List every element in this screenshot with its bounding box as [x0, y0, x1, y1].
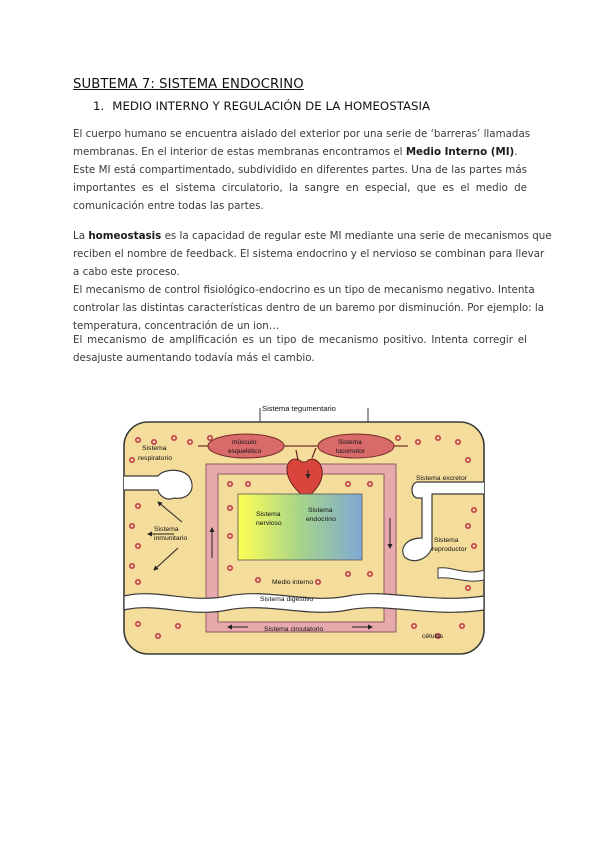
paragraph-4: [73, 281, 545, 335]
label-inmunitario-1: Sistema: [154, 526, 179, 533]
text-line: [73, 227, 552, 245]
text-line: temperatura, concentración de un ion…: [73, 320, 280, 332]
section-title: MEDIO INTERNO Y REGULACIÓN DE LA HOMEOSTASIA: [112, 99, 431, 113]
label-circulatorio: Sistema circulatorio: [264, 626, 324, 633]
text-run: es la capacidad de regular este MI mediante una serie de mecanismos que: [161, 230, 552, 242]
label-respiratorio-1: Sistema: [142, 445, 167, 452]
label-musculo: músculo: [232, 439, 257, 446]
text-line: importantes es el sistema circulatorio, la sangre en especial, que es el medio de: [73, 182, 527, 194]
label-locomotor-1: Sistema: [338, 439, 362, 446]
bold-term-homeostasis: homeostasis: [88, 230, 162, 242]
text-line: El cuerpo humano se encuentra aislado del exterior por una serie de ‘barreras’ llamadas: [73, 128, 531, 140]
homeostasis-diagram: [118, 398, 490, 660]
label-reproductor-2: reproductor: [432, 546, 467, 553]
paragraph-3: [73, 227, 552, 281]
paragraph-2: [73, 161, 527, 215]
text-line: El mecanismo de control fisiológico-endocrino es un tipo de mecanismo negativo. Intenta: [73, 284, 535, 296]
label-inmunitario-2: inmunitario: [154, 535, 188, 542]
text-line: El mecanismo de amplificación es un tipo de mecanismo positivo. Intenta corregir el: [73, 334, 527, 346]
text-line: comunicación entre todas las partes.: [73, 200, 264, 212]
label-nervioso-1: Sistema: [256, 511, 281, 518]
paragraph-1: [73, 125, 531, 161]
paragraph-5: [73, 331, 527, 367]
nervous-endocrine-box: [238, 494, 362, 560]
label-medio-interno: Medio interno: [272, 579, 314, 586]
label-celulas: células: [422, 633, 444, 640]
label-tegumentario: Sistema tegumentario: [262, 404, 336, 413]
label-respiratorio-2: respiratorio: [138, 455, 172, 462]
bold-term-medio-interno: Medio Interno (MI): [405, 146, 515, 158]
label-reproductor-1: Sistema: [434, 537, 459, 544]
text-line: reciben el nombre de feedback. El sistema endocrino y el nervioso se combinan para llevar: [73, 248, 545, 260]
label-locomotor-2: locomotor: [336, 448, 365, 455]
label-digestivo: Sistema digestivo: [260, 596, 314, 603]
text-line: [73, 143, 527, 161]
label-excretor: Sistema excretor: [416, 475, 467, 482]
label-esqueletico: esquelético: [228, 448, 262, 455]
text-run: membranas. En el interior de estas membranas encontramos el: [73, 146, 406, 158]
section-heading: [93, 99, 430, 113]
text-line: desajuste aumentando todavía más el cambio.: [73, 352, 315, 364]
page-title: SUBTEMA 7: SISTEMA ENDOCRINO: [73, 77, 304, 92]
text-line: controlar las distintas características dentro de un baremo por disminución. Por ejemplo: la: [73, 302, 545, 314]
label-nervioso-2: nervioso: [256, 520, 282, 527]
text-run: La: [73, 230, 89, 242]
section-number: 1.: [93, 99, 105, 113]
text-line: Este MI está compartimentado, subdividido en diferentes partes. Una de las partes más: [73, 164, 527, 176]
text-line: a cabo este proceso.: [73, 266, 180, 278]
text-run: .: [514, 146, 518, 158]
label-endocrino-2: endocrino: [306, 516, 336, 523]
label-endocrino-1: Sistema: [308, 507, 333, 514]
